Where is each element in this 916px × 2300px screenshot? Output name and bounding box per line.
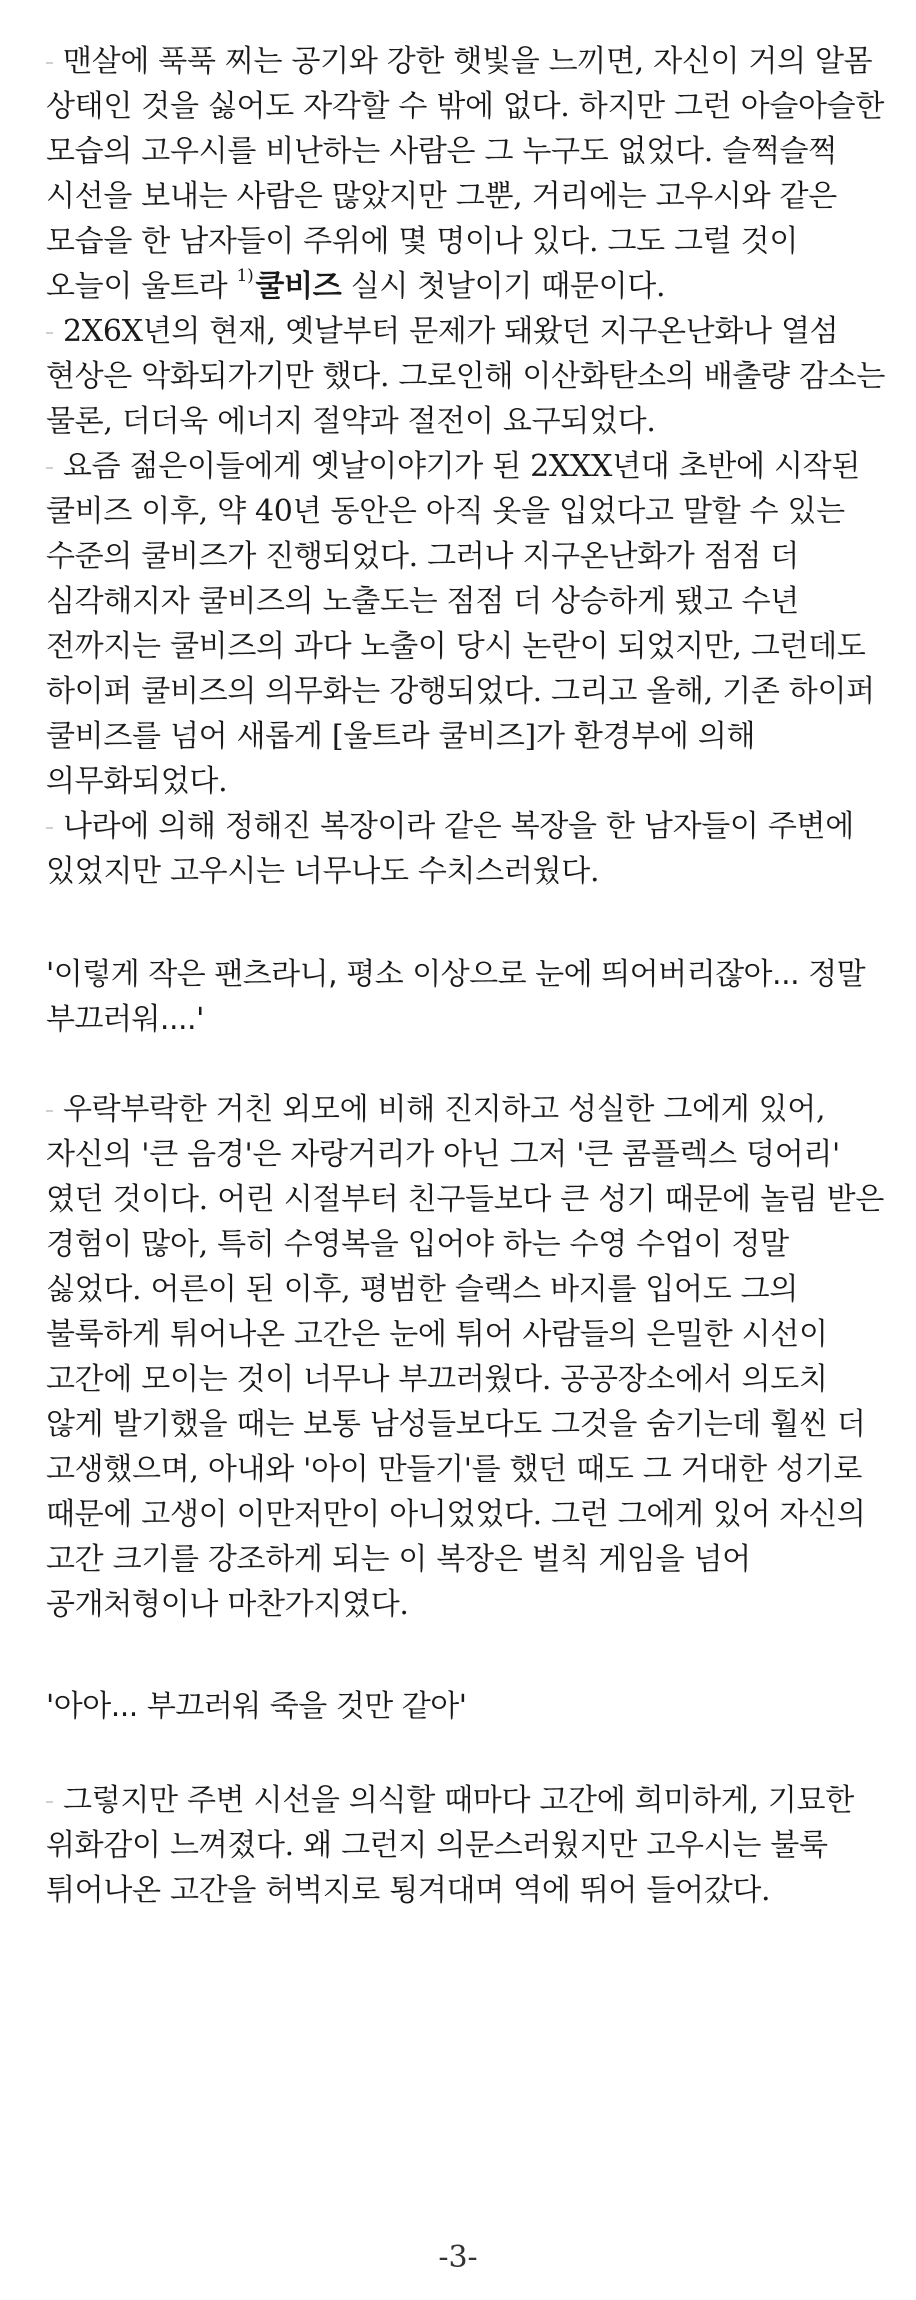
text-line: 싫었다. 어른이 된 이후, 평범한 슬랙스 바지를 입어도 그의 bbox=[46, 1272, 799, 1307]
paragraph-indent-marker bbox=[46, 827, 53, 829]
text-line: 나라에 의해 정해진 복장이라 같은 복장을 한 남자들이 주변에 bbox=[46, 812, 854, 842]
text-line: 우락부락한 거친 외모에 비해 진지하고 성실한 그에게 있어, bbox=[46, 1095, 825, 1125]
dialogue-line: 부끄러워....' bbox=[46, 1002, 204, 1037]
text-line: 그렇지만 주변 시선을 의식할 때마다 고간에 희미하게, 기묘한 bbox=[46, 1786, 854, 1816]
text-line: 의무화되었다. bbox=[46, 764, 228, 799]
text-line: 쿨비즈 이후, 약 40년 동안은 아직 옷을 입었다고 말할 수 있는 bbox=[46, 494, 845, 529]
bold-term: 쿨비즈 bbox=[255, 269, 342, 304]
paragraph-indent-marker bbox=[46, 1110, 53, 1112]
paragraph-indent-marker bbox=[46, 1801, 53, 1803]
text-line: 하이퍼 쿨비즈의 의무화는 강행되었다. 그리고 올해, 기존 하이퍼 bbox=[46, 674, 875, 709]
text-line: 맨살에 푹푹 찌는 공기와 강한 햇빛을 느끼면, 자신이 거의 알몸 bbox=[46, 47, 872, 77]
text-line: 오늘이 울트라 $^{1)}$쿨비즈 실시 첫날이기 때문이다. bbox=[46, 266, 666, 304]
text-line: 고간 크기를 강조하게 되는 이 복장은 벌칙 게임을 넘어 bbox=[46, 1542, 751, 1577]
text-line: 공개처형이나 마찬가지였다. bbox=[46, 1587, 409, 1622]
text-line: 튀어나온 고간을 허벅지로 툉겨대며 역에 뛰어 들어갔다. bbox=[46, 1873, 771, 1908]
text-line: 2X6X년의 현재, 옛날부터 문제가 돼왔던 지구온난화나 열섬 bbox=[46, 317, 838, 347]
paragraph-indent-marker bbox=[46, 332, 53, 334]
text-line: 쿨비즈를 넘어 새롭게 [울트라 쿨비즈]가 환경부에 의해 bbox=[46, 719, 756, 754]
page-number: -3- bbox=[438, 2240, 478, 2275]
footnote-marker: 1) bbox=[236, 266, 254, 286]
text-line: 전까지는 쿨비즈의 과다 노출이 당시 논란이 되었지만, 그런데도 bbox=[46, 629, 866, 664]
text-line: 때문에 고생이 이만저만이 아니었었다. 그런 그에게 있어 자신의 bbox=[46, 1497, 866, 1532]
text-line: 요즘 젊은이들에게 옛날이야기가 된 2XXX년대 초반에 시작된 bbox=[46, 452, 860, 482]
text-line: 시선을 보내는 사람은 많았지만 그뿐, 거리에는 고우시와 같은 bbox=[46, 179, 837, 214]
paragraph-indent-marker bbox=[46, 467, 53, 469]
text-line: 않게 발기했을 때는 보통 남성들보다도 그것을 숨기는데 훨씬 더 bbox=[46, 1407, 866, 1442]
text-line: 고생했으며, 아내와 '아이 만들기'를 했던 때도 그 거대한 성기로 bbox=[46, 1452, 863, 1487]
text-line: 물론, 더더욱 에너지 절약과 절전이 요구되었다. bbox=[46, 404, 656, 439]
text-line: 상태인 것을 싫어도 자각할 수 밖에 없다. 하지만 그런 아슬아슬한 bbox=[46, 89, 885, 124]
text-line: 였던 것이다. 어린 시절부터 친구들보다 큰 성기 때문에 놀림 받은 bbox=[46, 1182, 885, 1217]
text-line: 위화감이 느껴졌다. 왜 그런지 의문스러웠지만 고우시는 불룩 bbox=[46, 1828, 828, 1863]
text-line: 고간에 모이는 것이 너무나 부끄러웠다. 공공장소에서 의도치 bbox=[46, 1362, 828, 1397]
text-line: 모습의 고우시를 비난하는 사람은 그 누구도 없었다. 슬쩍슬쩍 bbox=[46, 134, 837, 169]
paragraph-indent-marker bbox=[46, 62, 53, 64]
text-line: 있었지만 고우시는 너무나도 수치스러웠다. bbox=[46, 854, 600, 889]
text-line: 심각해지자 쿨비즈의 노출도는 점점 더 상승하게 됐고 수년 bbox=[46, 584, 799, 619]
text-line: 불룩하게 튀어나온 고간은 눈에 튀어 사람들의 은밀한 시선이 bbox=[46, 1317, 828, 1352]
text-line: 수준의 쿨비즈가 진행되었다. 그러나 지구온난화가 점점 더 bbox=[46, 539, 799, 574]
text-line: 현상은 악화되가기만 했다. 그로인해 이산화탄소의 배출량 감소는 bbox=[46, 359, 886, 394]
text-line: 모습을 한 남자들이 주위에 몇 명이나 있다. 그도 그럴 것이 bbox=[46, 224, 799, 259]
text-line: 경험이 많아, 특히 수영복을 입어야 하는 수영 수업이 정말 bbox=[46, 1227, 789, 1262]
dialogue-line: '아아... 부끄러워 죽을 것만 같아' bbox=[46, 1689, 467, 1724]
dialogue-line: '이렇게 작은 팬츠라니, 평소 이상으로 눈에 띄어버리잖아... 정말 bbox=[46, 957, 866, 992]
text-line: 자신의 '큰 음경'은 자랑거리가 아닌 그저 '큰 콤플렉스 덩어리' bbox=[46, 1137, 840, 1172]
